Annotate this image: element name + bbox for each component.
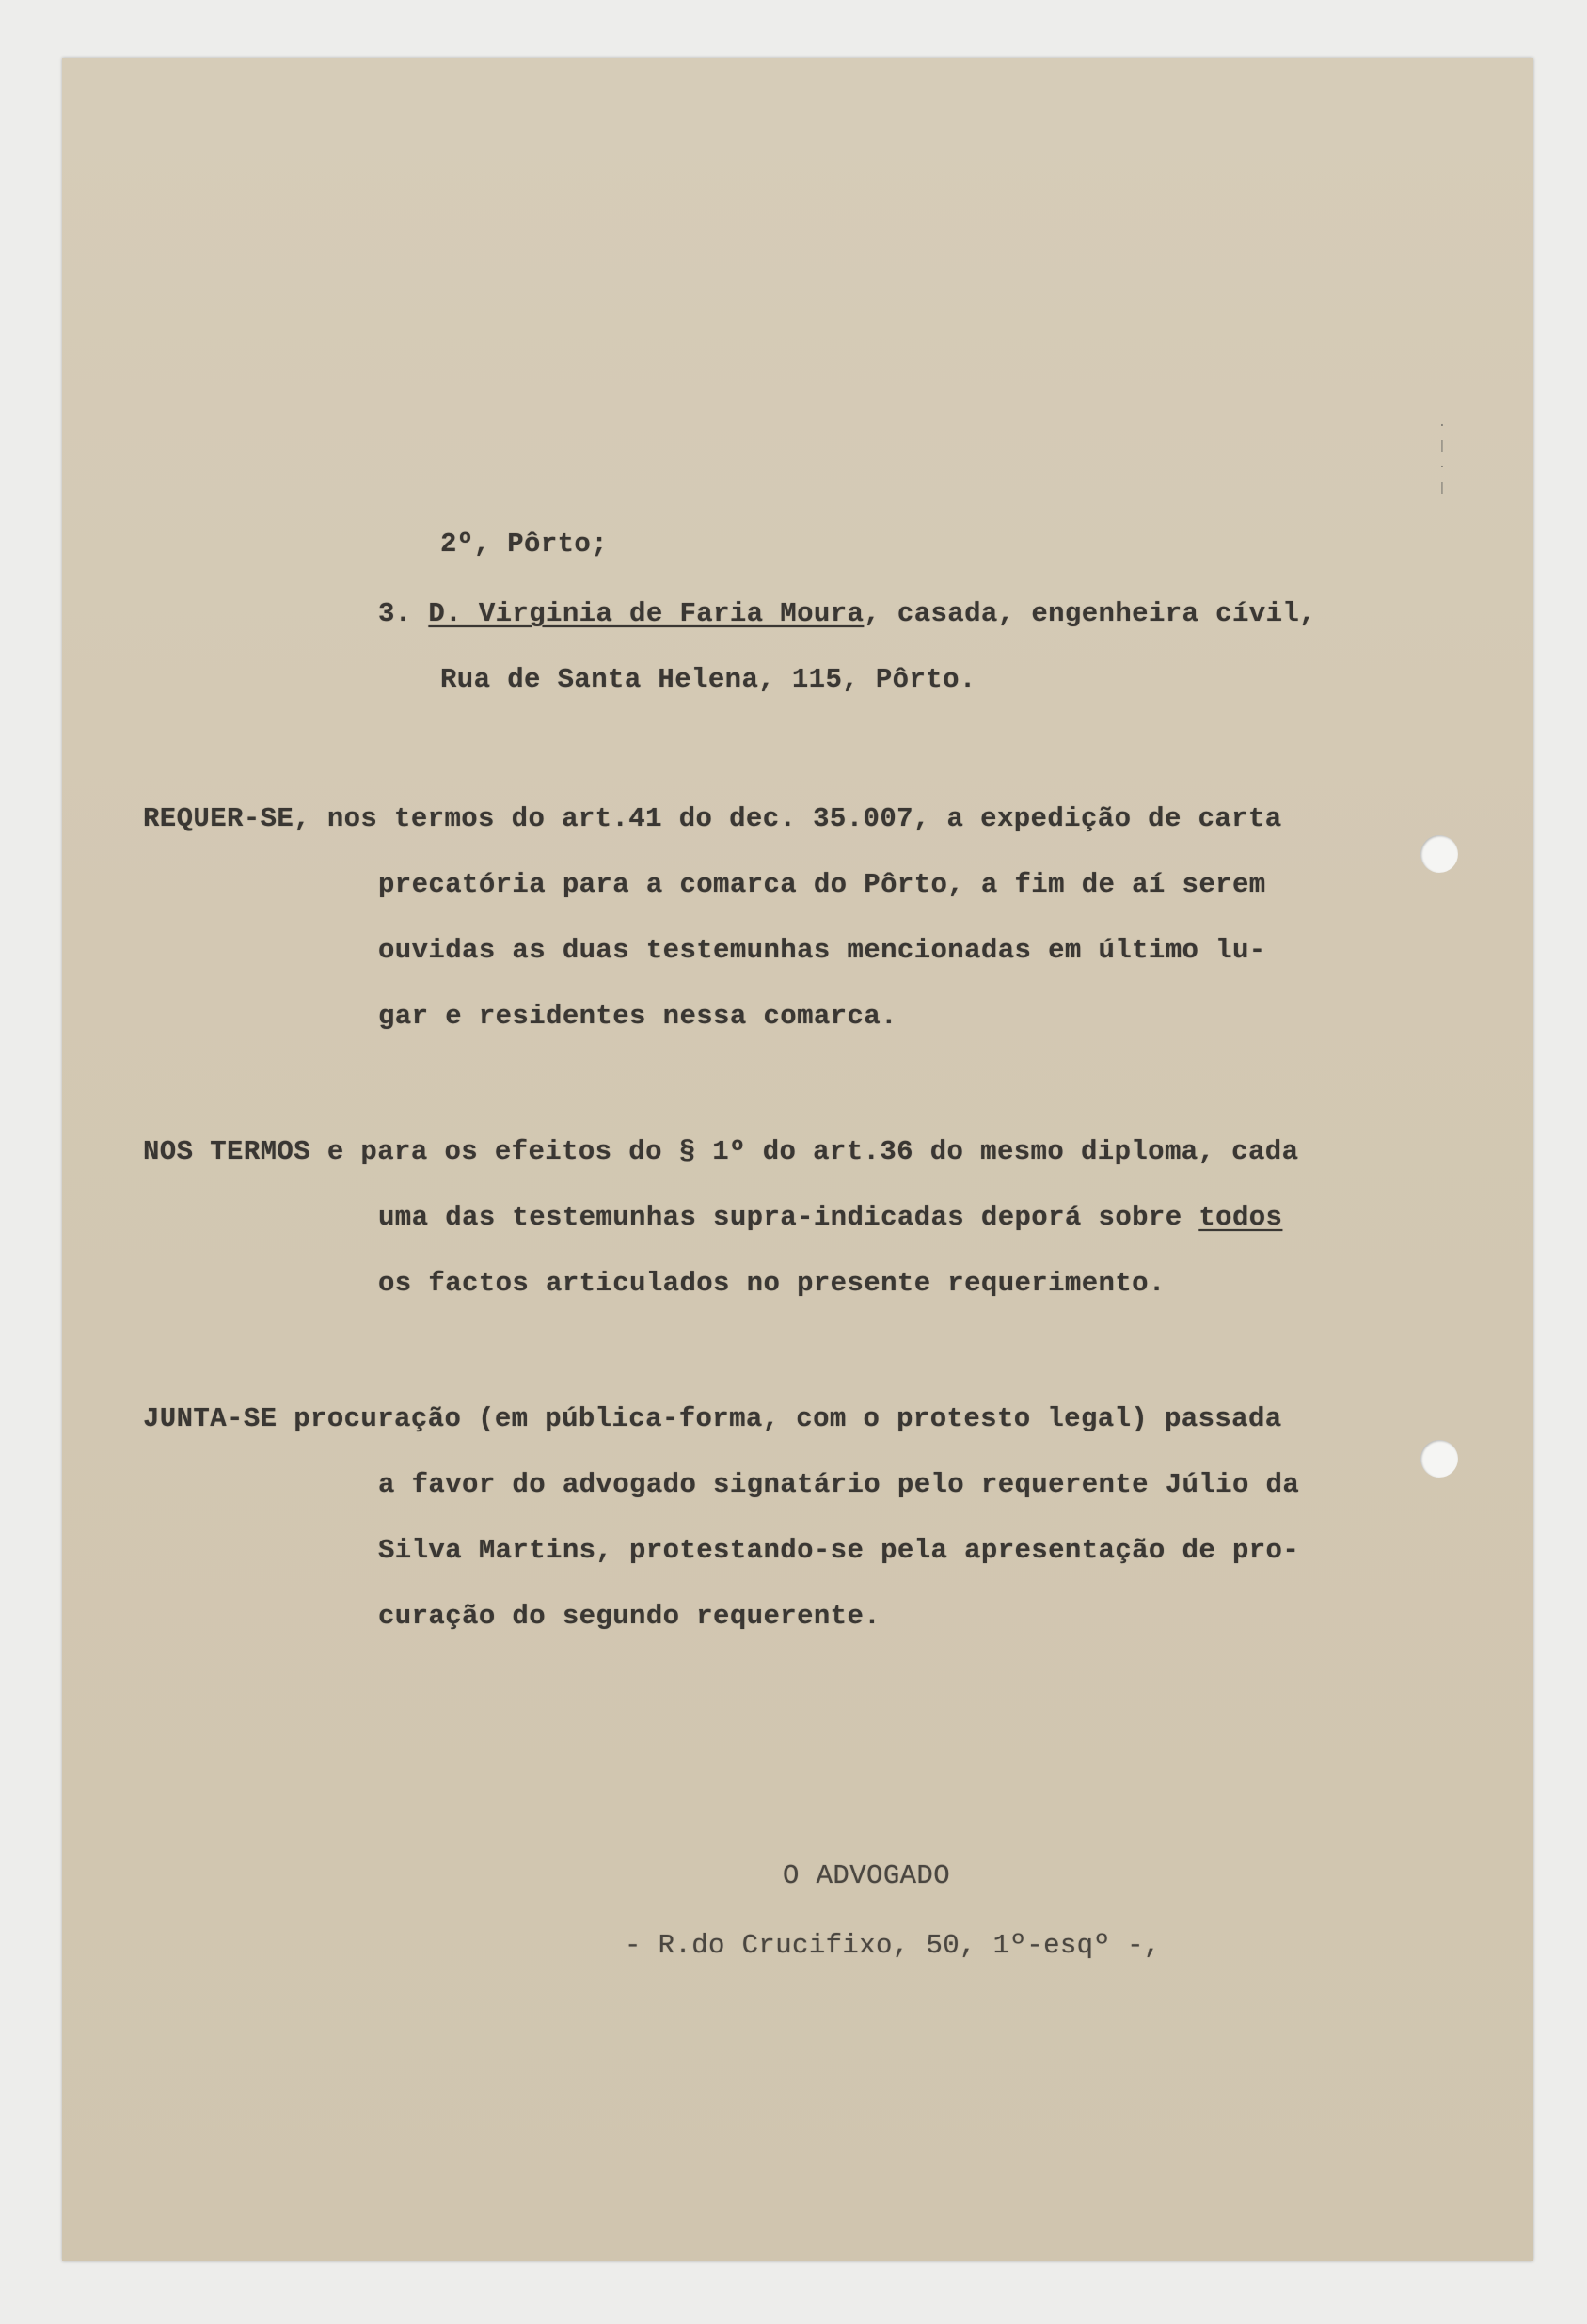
termos-line-2 — [378, 1202, 1282, 1233]
punch-hole — [1420, 835, 1458, 873]
witness-3-address: Rua de Santa Helena, 115, Pôrto. — [440, 664, 976, 695]
witness-3-description: , casada, engenheira cívil, — [864, 598, 1316, 629]
punch-hole — [1420, 1440, 1458, 1478]
witness-2-continuation: 2º, Pôrto; — [440, 529, 609, 560]
requer-line-3: ouvidas as duas testemunhas mencionadas em último lu- — [378, 935, 1266, 966]
witness-3-name: D. Virginia de Faria Moura — [428, 598, 865, 629]
witness-3-number: 3. — [378, 598, 412, 629]
witness-3-line — [378, 598, 1316, 629]
requer-line-4: gar e residentes nessa comarca. — [378, 1001, 897, 1032]
requer-line-2: precatória para a comarca do Pôrto, a fim de aí serem — [378, 869, 1266, 900]
document-page — [62, 58, 1533, 2261]
termos-line-1: NOS TERMOS e para os efeitos do § 1º do art.36 do mesmo diploma, cada — [143, 1136, 1299, 1167]
requer-line-1: REQUER-SE, nos termos do art.41 do dec. 35.007, a expedição de carta — [143, 803, 1282, 834]
junta-line-3: Silva Martins, protestando-se pela apresentação de pro- — [378, 1535, 1300, 1566]
signature-title: O ADVOGADO — [783, 1860, 951, 1891]
junta-line-2: a favor do advogado signatário pelo requerente Júlio da — [378, 1469, 1300, 1500]
termos-line-2-text: uma das testemunhas supra-indicadas deporá sobre — [378, 1202, 1199, 1233]
signature-address: - R.do Crucifixo, 50, 1º-esqº -, — [625, 1930, 1161, 1961]
termos-underlined-word: todos — [1198, 1202, 1283, 1233]
pencil-mark-icon: · | · | — [1437, 419, 1447, 496]
junta-line-1: JUNTA-SE procuração (em pública-forma, com o protesto legal) passada — [143, 1403, 1282, 1434]
termos-line-3: os factos articulados no presente requerimento. — [378, 1268, 1166, 1299]
junta-line-4: curação do segundo requerente. — [378, 1601, 881, 1632]
